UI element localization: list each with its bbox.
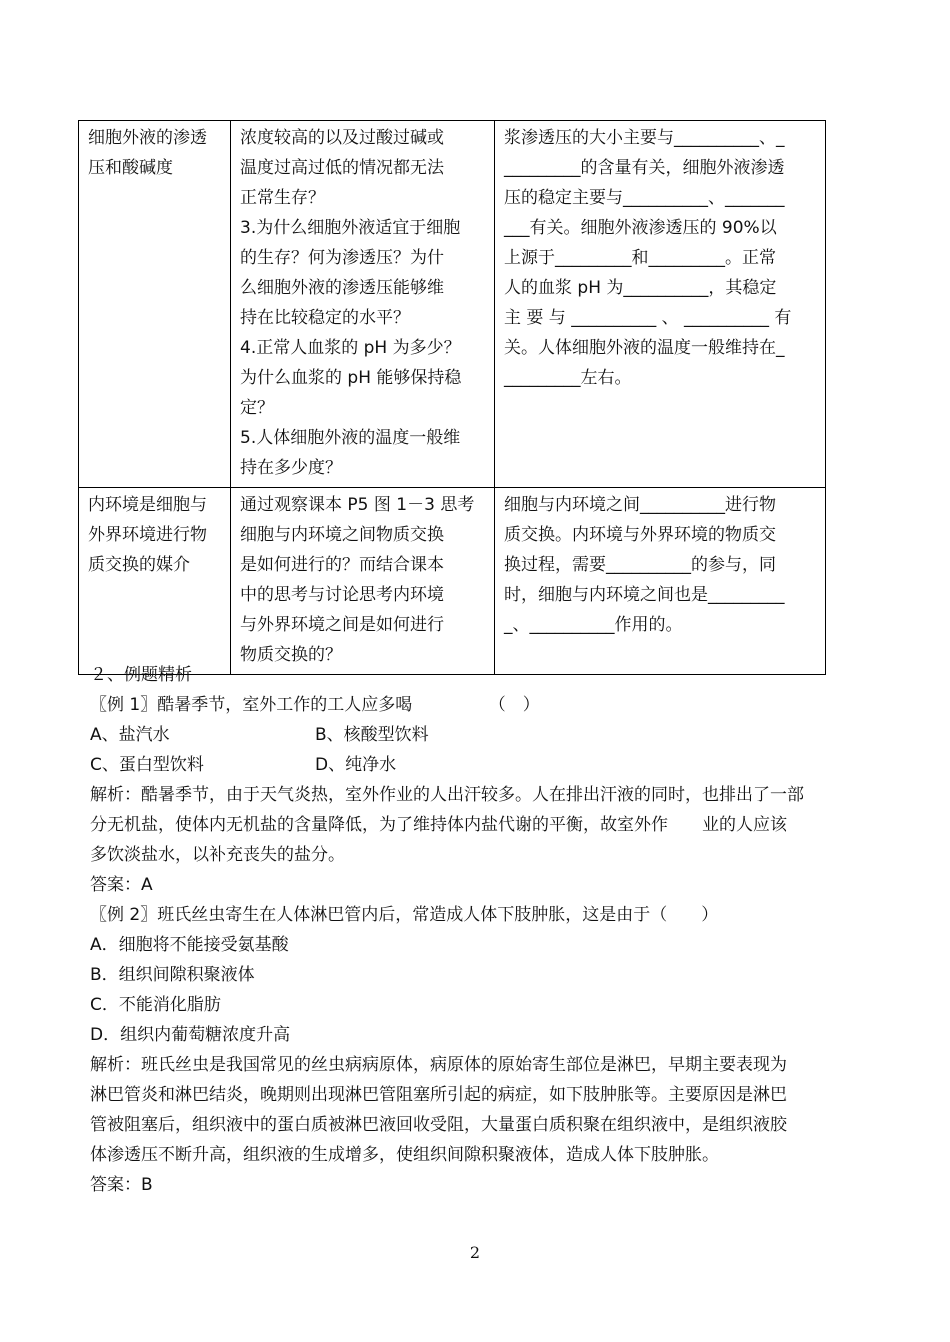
example2-analysis: 解析：班氏丝虫是我国常见的丝虫病病原体，病原体的原始寄生部位是淋巴，早期主要表现为 [90,1055,787,1075]
cell-text: 细胞与内环境之间物质交换 [240,525,444,545]
example2-answer: 答案：B [90,1175,153,1195]
cell-text: 细胞与内环境之间__________进行物 [504,495,776,515]
cell-text: 换过程，需要__________的参与，同 [504,555,776,575]
cell-text: 的生存？何为渗透压？为什 [240,248,444,268]
example2-analysis: 管被阻塞后，组织液中的蛋白质被淋巴液回收受阻，大量蛋白质积聚在组织液中，是组织液胶 [90,1115,787,1135]
example2-analysis: 体渗透压不断升高，组织液的生成增多，使组织间隙积聚液体，造成人体下肢肿胀。 [90,1145,719,1165]
example2-stem: 〖例 2〗班氏丝虫寄生在人体淋巴管内后，常造成人体下肢肿胀，这是由于（ ） [90,905,719,925]
table-row [79,121,826,488]
cell-text: 么细胞外液的渗透压能够维 [240,278,444,298]
cell-text: 质交换。内环境与外界环境的物质交 [504,525,776,545]
cell-text: 定？ [240,398,274,418]
cell-text: 持在比较稳定的水平？ [240,308,410,328]
examples-section [90,660,866,1200]
cell-text: 浆渗透压的大小主要与__________、_ [504,128,785,148]
section-heading: ２、例题精析 [90,665,192,685]
cell-text: _________的含量有关，细胞外液渗透 [504,158,785,178]
cell-text: 物质交换的？ [240,645,342,665]
example2-option-a: A．细胞将不能接受氨基酸 [90,935,289,955]
example1-analysis: 分无机盐，使体内无机盐的含量降低，为了维持体内盐代谢的平衡，故室外作 业的人应该 [90,815,787,835]
topic-cell [79,488,231,675]
cell-text: 时，细胞与内环境之间也是_________ [504,585,785,605]
example2-option-b: B．组织间隙积聚液体 [90,965,255,985]
example1-option-c: C、蛋白型饮料 [90,755,204,775]
study-table [78,120,826,675]
example1-stem: 〖例 1〗酷暑季节，室外工作的工人应多喝 （ ） [90,695,540,715]
example1-analysis: 多饮淡盐水，以补充丧失的盐分。 [90,845,345,865]
cell-text: 与外界环境之间是如何进行 [240,615,444,635]
table-row [79,488,826,675]
cell-text: 正常生存？ [240,188,325,208]
cell-text: 人的血浆 pH 为__________，其稳定 [504,278,777,298]
cell-text: 外界环境进行物 [88,525,207,545]
cell-text: 为什么血浆的 pH 能够保持稳 [240,368,462,388]
example2-option-d: D．组织内葡萄糖浓度升高 [90,1025,291,1045]
example1-option-a: A、盐汽水 [90,725,170,745]
cell-text: 5.人体细胞外液的温度一般维 [240,428,461,448]
example1-analysis: 解析：酷暑季节，由于天气炎热，室外作业的人出汗较多。人在排出汗液的同时，也排出了一部 [90,785,804,805]
cell-text: _、__________作用的。 [504,615,683,635]
cell-text: 3.为什么细胞外液适宜于细胞 [240,218,461,238]
cell-text: 浓度较高的以及过酸过碱或 [240,128,444,148]
cell-text: 是如何进行的？而结合课本 [240,555,444,575]
example1-option-b: B、核酸型饮料 [315,725,429,745]
cell-text: 压和酸碱度 [88,158,173,178]
cell-text: 内环境是细胞与 [88,495,207,515]
cell-text: 质交换的媒介 [88,555,190,575]
example2-analysis: 淋巴管炎和淋巴结炎，晚期则出现淋巴管阻塞所引起的病症，如下肢肿胀等。主要原因是淋巴 [90,1085,787,1105]
question-cell [231,121,495,488]
cell-text: 主 要 与 __________ 、 __________ 有 [504,308,792,328]
cell-text: 关。人体细胞外液的温度一般维持在_ [504,338,785,358]
cell-text: 温度过高过低的情况都无法 [240,158,444,178]
topic-cell [79,121,231,488]
example1-answer: 答案：A [90,875,153,895]
example1-options-row2 [90,750,866,780]
cell-text: 细胞外液的渗透 [88,128,207,148]
example1-options-row1 [90,720,866,750]
cell-text: ___有关。细胞外液渗透压的 90%以 [504,218,777,238]
page-number: 2 [469,1243,481,1262]
example2-option-c: C．不能消化脂肪 [90,995,221,1015]
cell-text: 上源于_________和_________。正常 [504,248,776,268]
question-cell [231,488,495,675]
cell-text: _________左右。 [504,368,632,388]
cell-text: 持在多少度？ [240,458,342,478]
answer-cell [495,488,826,675]
answer-cell [495,121,826,488]
cell-text: 中的思考与讨论思考内环境 [240,585,444,605]
cell-text: 4.正常人血浆的 pH 为多少？ [240,338,461,358]
cell-text: 通过观察课本 P5 图 1－3 思考 [240,495,475,515]
cell-text: 压的稳定主要与__________、_______ [504,188,785,208]
example1-option-d: D、纯净水 [315,755,397,775]
